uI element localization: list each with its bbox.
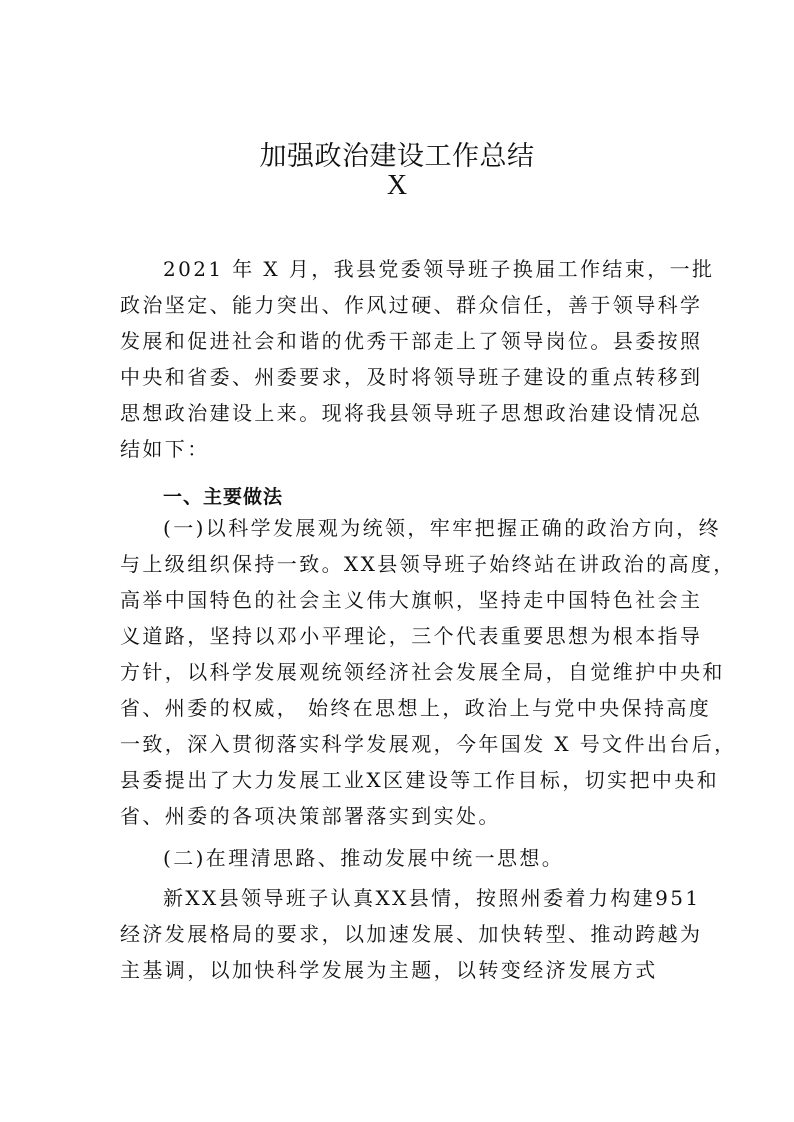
paragraph-line: 省、州委的各项决策部署落实到实处。 bbox=[120, 804, 501, 828]
paragraph-line: 与上级组织保持一致。XX县领导班子始终站在讲政治的高度， bbox=[120, 552, 736, 576]
document-subtitle: X bbox=[386, 170, 408, 201]
paragraph-line: 新XX县领导班子认真XX县情，按照州委着力构建951 bbox=[163, 886, 701, 910]
paragraph-line: 发展和促进社会和谐的优秀干部走上了领导岗位。县委按照 bbox=[120, 329, 703, 353]
paragraph-line: 中央和省委、州委要求，及时将领导班子建设的重点转移到 bbox=[120, 365, 703, 389]
paragraph-line: (一)以科学发展观为统领，牢牢把握正确的政治方向，终 bbox=[163, 516, 722, 540]
paragraph-line: 思想政治建设上来。现将我县领导班子思想政治建设情况总 bbox=[120, 401, 703, 425]
paragraph-line: 一致，深入贯彻落实科学发展观，今年国发 X 号文件出台后， bbox=[120, 732, 737, 756]
paragraph-line: 主基调，以加快科学发展为主题，以转变经济发展方式 bbox=[120, 958, 658, 982]
paragraph-line: 高举中国特色的社会主义伟大旗帜，坚持走中国特色社会主 bbox=[120, 588, 703, 612]
paragraph-line: 方针，以科学发展观统领经济社会发展全局，自觉维护中央和 bbox=[120, 660, 725, 684]
paragraph-line: 2021 年 X 月，我县党委领导班子换届工作结束，一批 bbox=[163, 257, 715, 281]
document-title: 加强政治建设工作总结 bbox=[259, 141, 535, 172]
paragraph-line: 结如下： bbox=[120, 437, 210, 461]
section-heading: 一、主要做法 bbox=[163, 486, 284, 508]
paragraph-line: 县委提出了大力发展工业X区建设等工作目标，切实把中央和 bbox=[120, 768, 720, 792]
paragraph-line: 经济发展格局的要求，以加速发展、加快转型、推动跨越为 bbox=[120, 922, 703, 946]
paragraph-line: 省、州委的权威， 始终在思想上，政治上与党中央保持高度 bbox=[120, 696, 712, 720]
paragraph-line: 政治坚定、能力突出、作风过硬、群众信任，善于领导科学 bbox=[120, 293, 703, 317]
subsection-heading: (二)在理清思路、推动发展中统一思想。 bbox=[163, 846, 565, 870]
paragraph-line: 义道路，坚持以邓小平理论，三个代表重要思想为根本指导 bbox=[120, 624, 703, 648]
